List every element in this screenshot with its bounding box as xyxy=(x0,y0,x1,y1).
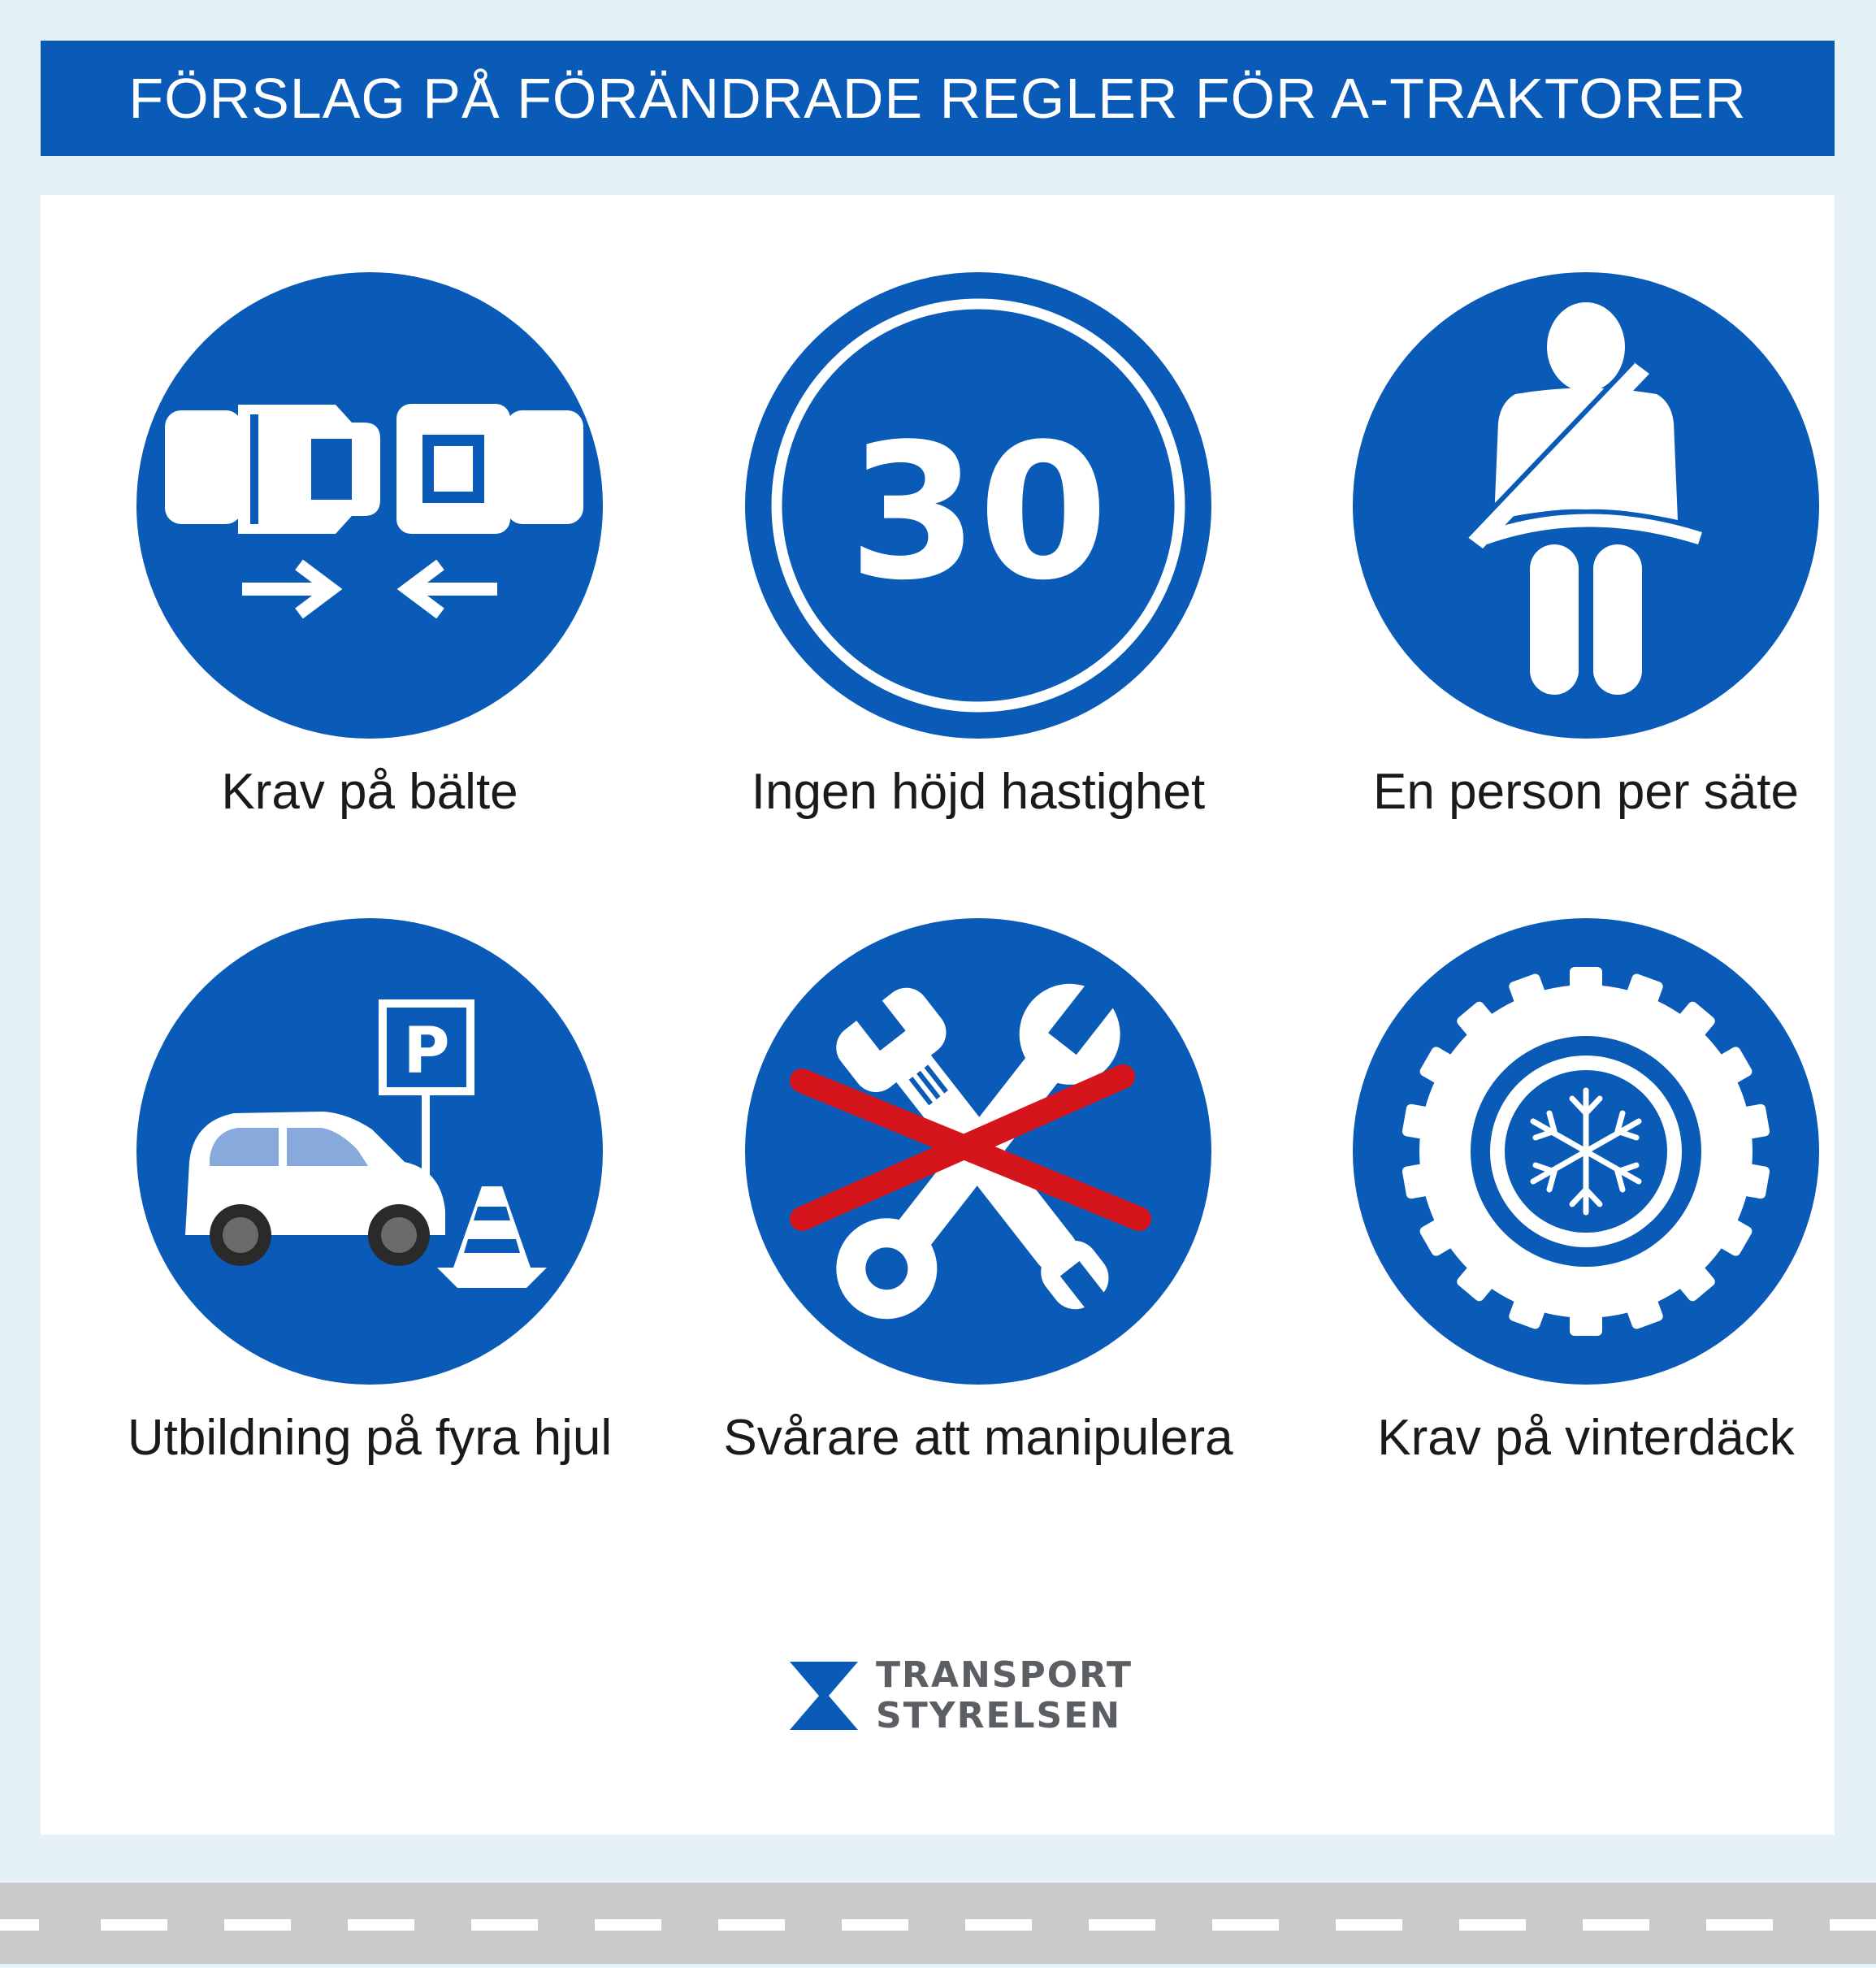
seated-person-icon xyxy=(1353,272,1819,739)
logo-line-1: TRANSPORT xyxy=(876,1654,1133,1696)
crossed-wrenches-icon xyxy=(745,918,1211,1385)
car-parking-icon xyxy=(136,918,603,1385)
speed-value: 30 xyxy=(847,405,1109,622)
seatbelt-buckle-icon xyxy=(136,272,603,739)
speed-limit-sign-icon xyxy=(745,272,1211,739)
parking-sign-letter: P xyxy=(403,1015,450,1088)
logo-mark-icon xyxy=(790,1662,858,1730)
page-title: FÖRSLAG PÅ FÖRÄNDRADE REGLER FÖR A-TRAKTORER xyxy=(41,41,1835,156)
item-label: Svårare att manipulera xyxy=(723,1410,1233,1466)
road-strip xyxy=(0,1883,1876,1964)
item-label: Utbildning på fyra hjul xyxy=(127,1410,613,1466)
road-markings xyxy=(0,1883,1876,1964)
item-person-seat xyxy=(1277,272,1876,821)
item-driver-training xyxy=(61,918,678,1467)
logo-line-2: STYRELSEN xyxy=(876,1695,1122,1736)
item-label: Krav på bälte xyxy=(221,764,518,820)
winter-tire-icon xyxy=(1353,918,1819,1385)
item-seatbelt xyxy=(61,272,678,821)
item-winter-tires xyxy=(1277,918,1876,1467)
item-speed-limit xyxy=(669,272,1287,821)
item-tampering xyxy=(669,918,1287,1467)
transportstyrelsen-logo xyxy=(790,1651,1163,1740)
item-label: Ingen höjd hastighet xyxy=(751,764,1206,820)
content-panel xyxy=(41,195,1835,1835)
item-label: Krav på vinterdäck xyxy=(1377,1410,1795,1466)
item-label: En person per säte xyxy=(1373,764,1799,820)
